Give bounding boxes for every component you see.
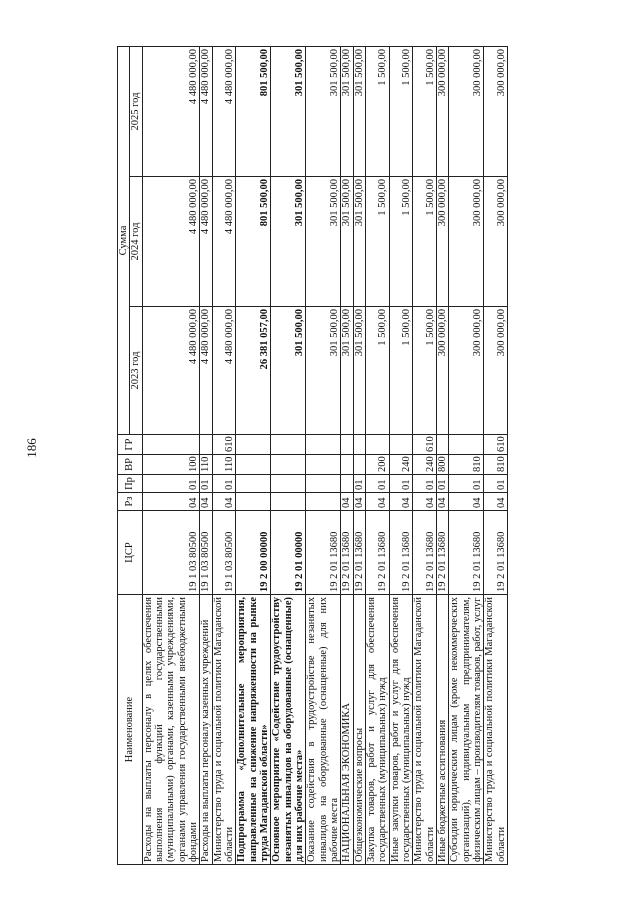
cell-vr: 100: [142, 455, 200, 475]
cell-2024: 1 500,00: [389, 177, 413, 307]
cell-vr: 240: [413, 455, 437, 475]
cell-csr: 19 2 01 13680: [341, 511, 353, 595]
cell-vr: 800: [436, 455, 448, 475]
cell-csr: 19 2 01 00000: [271, 511, 306, 595]
cell-2023: 4 480 000,00: [142, 307, 200, 435]
header-pr: Пр: [118, 475, 143, 493]
cell-2023: 301 500,00: [271, 307, 306, 435]
cell-2024: 301 500,00: [271, 177, 306, 307]
cell-csr: 19 2 01 13680: [389, 511, 413, 595]
cell-name: Иные закупки товаров, работ и услуг для обеспечения государственных (муниципальных) нужд: [389, 595, 413, 865]
cell-pr: 01: [436, 475, 448, 493]
cell-2024: 300 000,00: [449, 177, 484, 307]
cell-2024: 4 480 000,00: [212, 177, 236, 307]
cell-2024: 300 000,00: [484, 177, 508, 307]
cell-rz: 04: [484, 493, 508, 511]
cell-vr: 200: [365, 455, 389, 475]
cell-vr: [236, 455, 271, 475]
cell-pr: 01: [353, 475, 365, 493]
cell-name: Министерство труда и социальной политики Магаданской области: [484, 595, 508, 865]
header-2025: 2025 год: [130, 47, 142, 177]
cell-pr: 01: [484, 475, 508, 493]
cell-gr: [341, 435, 353, 455]
cell-gr: [449, 435, 484, 455]
cell-2023: 301 500,00: [341, 307, 353, 435]
table-row: [484, 47, 508, 865]
cell-2023: 1 500,00: [413, 307, 437, 435]
cell-csr: 19 1 03 80500: [142, 511, 200, 595]
header-row: [118, 47, 130, 865]
cell-pr: [236, 475, 271, 493]
cell-2024: 1 500,00: [365, 177, 389, 307]
cell-2024: 1 500,00: [413, 177, 437, 307]
cell-name: Расходы на выплаты персоналу в целях обеспечения выполнения функций государственными (муниципальными) органами, казенными учреждениями, органами управления государственными внебюджетными фондами: [142, 595, 200, 865]
cell-2023: 300 000,00: [484, 307, 508, 435]
cell-csr: 19 2 01 13680: [449, 511, 484, 595]
cell-csr: 19 2 01 13680: [353, 511, 365, 595]
cell-vr: 110: [200, 455, 212, 475]
cell-csr: 19 1 03 80500: [212, 511, 236, 595]
cell-2023: 1 500,00: [365, 307, 389, 435]
cell-pr: 01: [212, 475, 236, 493]
cell-2025: 801 500,00: [236, 47, 271, 177]
cell-rz: [271, 493, 306, 511]
cell-2024: 301 500,00: [306, 177, 341, 307]
cell-name: Оказание содействия в трудоустройстве незанятых инвалидов на оборудованные (оснащенные) для них рабочие места: [306, 595, 341, 865]
cell-vr: 810: [484, 455, 508, 475]
cell-csr: 19 2 01 13680: [436, 511, 448, 595]
cell-rz: 04: [341, 493, 353, 511]
table-row: [212, 47, 236, 865]
cell-pr: 01: [142, 475, 200, 493]
cell-csr: 19 2 01 13680: [365, 511, 389, 595]
cell-2023: 1 500,00: [389, 307, 413, 435]
cell-pr: [306, 475, 341, 493]
cell-2024: 801 500,00: [236, 177, 271, 307]
page-number: 186: [23, 438, 39, 458]
cell-rz: 04: [436, 493, 448, 511]
cell-csr: 19 2 01 13680: [413, 511, 437, 595]
cell-2024: 300 000,00: [436, 177, 448, 307]
cell-2023: 4 480 000,00: [200, 307, 212, 435]
cell-2025: 301 500,00: [306, 47, 341, 177]
cell-csr: 19 2 01 13680: [484, 511, 508, 595]
cell-name: Субсидии юридическим лицам (кроме некоммерческих организаций), индивидуальным предпринимателям, физическим лицам – производителям товаров, работ, услуг: [449, 595, 484, 865]
cell-rz: 04: [212, 493, 236, 511]
table-row: [436, 47, 448, 865]
table-row: [142, 47, 200, 865]
cell-name: Министерство труда и социальной политики Магаданской области: [413, 595, 437, 865]
cell-2024: 4 480 000,00: [142, 177, 200, 307]
cell-2025: 4 480 000,00: [212, 47, 236, 177]
cell-2025: 300 000,00: [436, 47, 448, 177]
cell-2023: 26 381 057,00: [236, 307, 271, 435]
cell-pr: 01: [389, 475, 413, 493]
cell-rz: 04: [449, 493, 484, 511]
table-row: [306, 47, 341, 865]
cell-gr: [353, 435, 365, 455]
budget-table: [117, 46, 508, 865]
table-row: [449, 47, 484, 865]
cell-rz: 04: [413, 493, 437, 511]
cell-gr: [306, 435, 341, 455]
cell-vr: 110: [212, 455, 236, 475]
cell-vr: 240: [389, 455, 413, 475]
cell-pr: 01: [449, 475, 484, 493]
cell-name: Расходы на выплаты персоналу казенных учреждений: [200, 595, 212, 865]
cell-gr: [365, 435, 389, 455]
header-vr: ВР: [118, 455, 143, 475]
cell-gr: [236, 435, 271, 455]
table-row: [365, 47, 389, 865]
cell-vr: [353, 455, 365, 475]
cell-2025: 301 500,00: [271, 47, 306, 177]
cell-csr: 19 2 01 13680: [306, 511, 341, 595]
cell-rz: 04: [353, 493, 365, 511]
cell-2023: 4 480 000,00: [212, 307, 236, 435]
cell-2023: 300 000,00: [436, 307, 448, 435]
cell-rz: [236, 493, 271, 511]
cell-csr: 19 1 03 80500: [200, 511, 212, 595]
header-csr: ЦСР: [118, 511, 143, 595]
table-row: [389, 47, 413, 865]
cell-name: НАЦИОНАЛЬНАЯ ЭКОНОМИКА: [341, 595, 353, 865]
cell-2025: 1 500,00: [413, 47, 437, 177]
cell-2023: 301 500,00: [306, 307, 341, 435]
cell-csr: 19 2 00 00000: [236, 511, 271, 595]
cell-vr: [341, 455, 353, 475]
cell-vr: 810: [449, 455, 484, 475]
cell-2025: 301 500,00: [353, 47, 365, 177]
cell-pr: 01: [413, 475, 437, 493]
cell-vr: [306, 455, 341, 475]
table-row: [236, 47, 271, 865]
cell-2025: 1 500,00: [389, 47, 413, 177]
cell-2023: 301 500,00: [353, 307, 365, 435]
header-2023: 2023 год: [130, 307, 142, 435]
cell-vr: [271, 455, 306, 475]
header-sum: Сумма: [118, 47, 130, 435]
cell-2024: 301 500,00: [341, 177, 353, 307]
rotated-page: [117, 47, 617, 865]
header-2024: 2024 год: [130, 177, 142, 307]
table-row: [200, 47, 212, 865]
header-name: Наименование: [118, 595, 143, 865]
header-rz: Рз: [118, 493, 143, 511]
cell-rz: 04: [365, 493, 389, 511]
cell-name: Общеэкономические вопросы: [353, 595, 365, 865]
header-gr: ГР: [118, 435, 143, 455]
cell-pr: 01: [365, 475, 389, 493]
cell-2025: 4 480 000,00: [200, 47, 212, 177]
cell-2025: 1 500,00: [365, 47, 389, 177]
cell-name: Иные бюджетные ассигнования: [436, 595, 448, 865]
cell-2025: 301 500,00: [341, 47, 353, 177]
cell-name: Министерство труда и социальной политики Магаданской области: [212, 595, 236, 865]
cell-pr: [271, 475, 306, 493]
cell-rz: [306, 493, 341, 511]
cell-gr: [200, 435, 212, 455]
cell-rz: 04: [389, 493, 413, 511]
cell-2025: 300 000,00: [449, 47, 484, 177]
cell-2025: 300 000,00: [484, 47, 508, 177]
cell-gr: [271, 435, 306, 455]
cell-name: Подпрограмма «Дополнительные мероприятия, направленные на снижение напряженности на рынке труда Магаданской области»: [236, 595, 271, 865]
cell-gr: 610: [212, 435, 236, 455]
cell-2023: 300 000,00: [449, 307, 484, 435]
cell-gr: [389, 435, 413, 455]
cell-gr: 610: [484, 435, 508, 455]
cell-rz: 04: [200, 493, 212, 511]
cell-2024: 301 500,00: [353, 177, 365, 307]
table-row: [353, 47, 365, 865]
table-row: [341, 47, 353, 865]
cell-name: Закупка товаров, работ и услуг для обеспечения государственных (муниципальных) нужд: [365, 595, 389, 865]
table-row: [271, 47, 306, 865]
table-body: [142, 47, 507, 865]
cell-gr: 610: [413, 435, 437, 455]
cell-name: Основное мероприятие «Содействие трудоустройству незанятых инвалидов на оборудованные (оснащенные) для них рабочие места»: [271, 595, 306, 865]
cell-pr: 01: [200, 475, 212, 493]
cell-2025: 4 480 000,00: [142, 47, 200, 177]
cell-gr: [142, 435, 200, 455]
cell-pr: [341, 475, 353, 493]
cell-rz: 04: [142, 493, 200, 511]
cell-gr: [436, 435, 448, 455]
table-row: [413, 47, 437, 865]
cell-2024: 4 480 000,00: [200, 177, 212, 307]
